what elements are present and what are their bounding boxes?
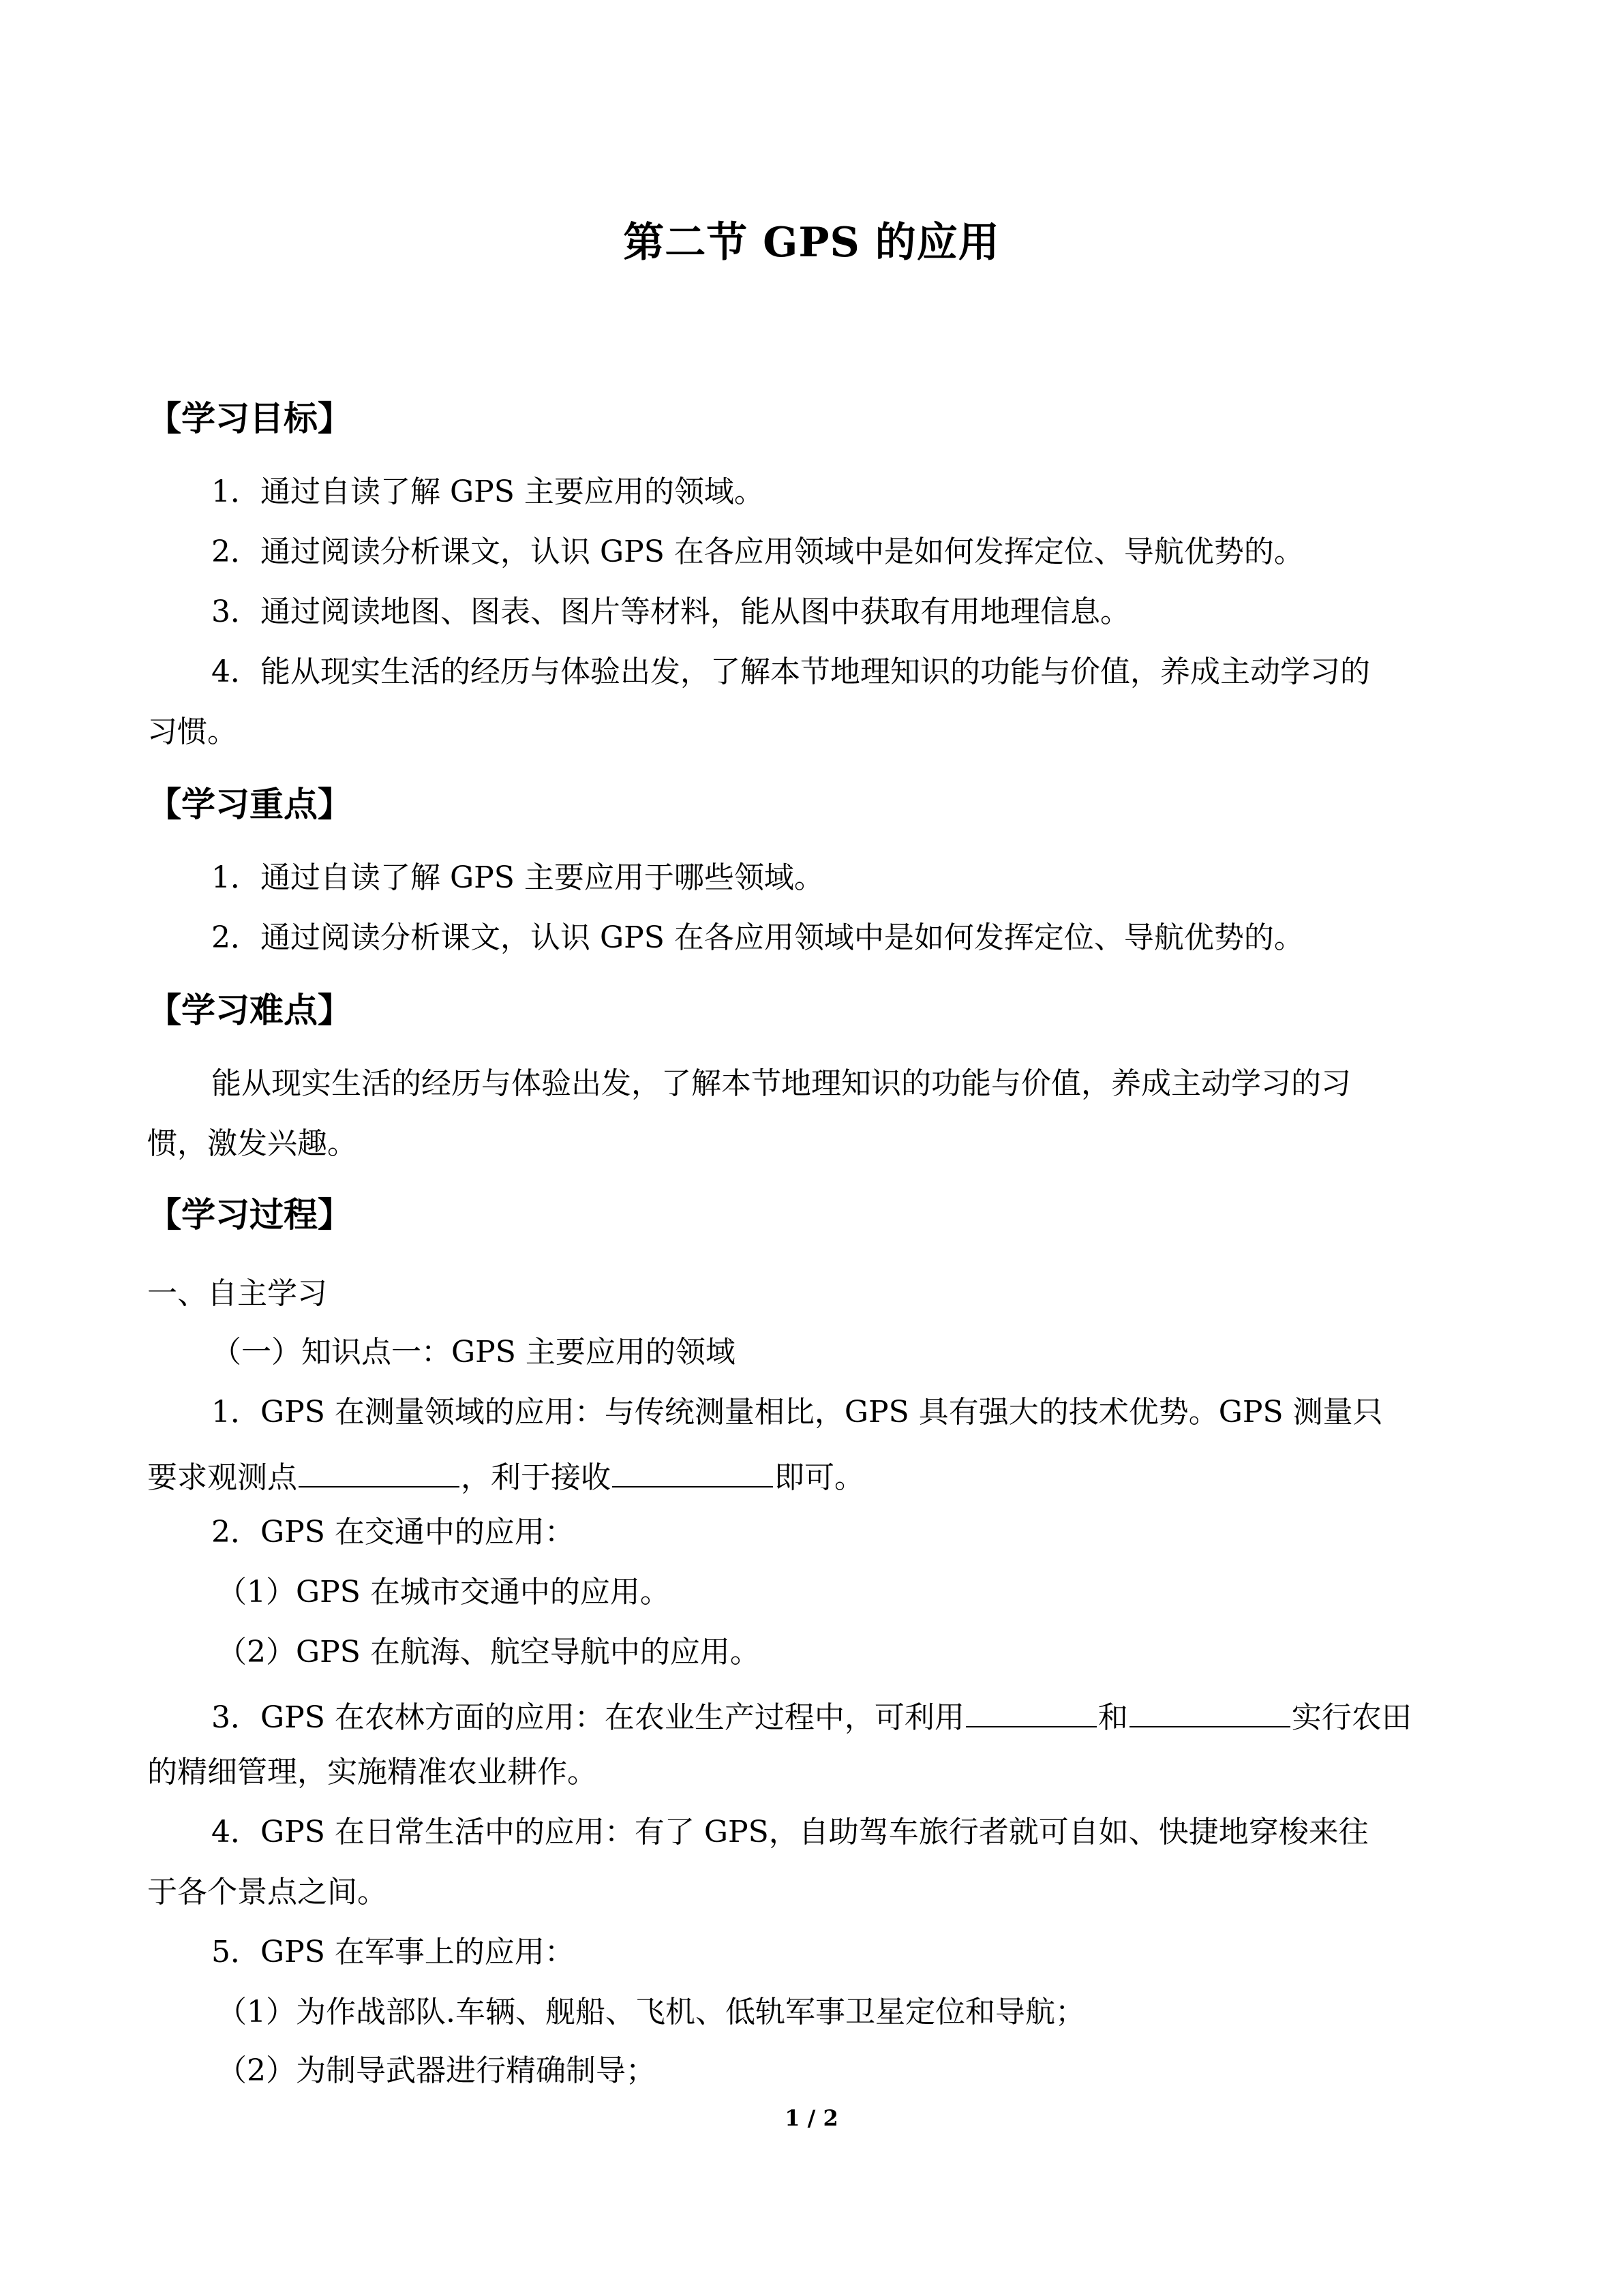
- process-line-agriculture: [211, 1695, 1412, 1736]
- fill-blank-2[interactable]: [612, 1455, 773, 1487]
- part-heading-self-study: 一、自主学习: [147, 1276, 327, 1311]
- page-number: 1 / 2: [785, 2105, 838, 2131]
- fill-blank-4[interactable]: [1129, 1695, 1290, 1727]
- text-fragment: 3．GPS 在农林方面的应用：在农业生产过程中，可利用: [211, 1700, 965, 1735]
- text-fragment: 实行农田: [1291, 1700, 1412, 1735]
- section-heading-objectives: 【学习目标】: [147, 399, 352, 438]
- process-line-agriculture-cont: 的精细管理，实施精准农业耕作。: [147, 1755, 597, 1789]
- text-fragment: 即可。: [774, 1460, 864, 1495]
- knowledge-point-1: （一）知识点一：GPS 主要应用的领域: [211, 1335, 735, 1370]
- text-fragment: 要求观测点: [147, 1460, 297, 1495]
- page-title: 第二节 GPS 的应用: [623, 219, 1000, 267]
- section-heading-difficulties: 【学习难点】: [147, 991, 352, 1030]
- key-point-item-1: 1．通过自读了解 GPS 主要应用于哪些领域。: [211, 860, 824, 895]
- process-line-survey: 1．GPS 在测量领域的应用：与传统测量相比，GPS 具有强大的技术优势。GPS 测量只: [211, 1395, 1383, 1430]
- fill-blank-3[interactable]: [966, 1695, 1097, 1727]
- objective-item-4: 4．能从现实生活的经历与体验出发，了解本节地理知识的功能与价值，养成主动学习的: [211, 654, 1370, 689]
- fill-blank-1[interactable]: [299, 1455, 459, 1487]
- process-line-urban-traffic: （1）GPS 在城市交通中的应用。: [217, 1575, 670, 1610]
- section-heading-process: 【学习过程】: [147, 1195, 352, 1235]
- process-line-military-1: （1）为作战部队.车辆、舰船、飞机、低轨军事卫星定位和导航；: [217, 1995, 1085, 2029]
- objective-item-4-cont: 习惯。: [147, 714, 237, 749]
- process-line-daily-life: 4．GPS 在日常生活中的应用：有了 GPS，自助驾车旅行者就可自如、快捷地穿梭来往: [211, 1815, 1369, 1849]
- process-line-military: 5．GPS 在军事上的应用：: [211, 1935, 575, 1969]
- difficulty-line-2: 惯，激发兴趣。: [147, 1126, 357, 1161]
- process-line-survey-cont: [147, 1455, 864, 1496]
- section-heading-key-points: 【学习重点】: [147, 785, 352, 824]
- process-line-navigation: （2）GPS 在航海、航空导航中的应用。: [217, 1635, 760, 1670]
- difficulty-line-1: 能从现实生活的经历与体验出发，了解本节地理知识的功能与价值，养成主动学习的习: [211, 1066, 1351, 1101]
- process-line-military-2: （2）为制导武器进行精确制导；: [217, 2053, 656, 2088]
- process-line-traffic: 2．GPS 在交通中的应用：: [211, 1515, 575, 1550]
- objective-item-1: 1．通过自读了解 GPS 主要应用的领域。: [211, 474, 764, 509]
- objective-item-2: 2．通过阅读分析课文，认识 GPS 在各应用领域中是如何发挥定位、导航优势的。: [211, 534, 1304, 569]
- process-line-daily-life-cont: 于各个景点之间。: [147, 1875, 387, 1909]
- text-fragment: ，利于接收: [461, 1460, 611, 1495]
- key-point-item-2: 2．通过阅读分析课文，认识 GPS 在各应用领域中是如何发挥定位、导航优势的。: [211, 920, 1304, 955]
- objective-item-3: 3．通过阅读地图、图表、图片等材料，能从图中获取有用地理信息。: [211, 594, 1130, 629]
- text-fragment: 和: [1097, 1700, 1128, 1735]
